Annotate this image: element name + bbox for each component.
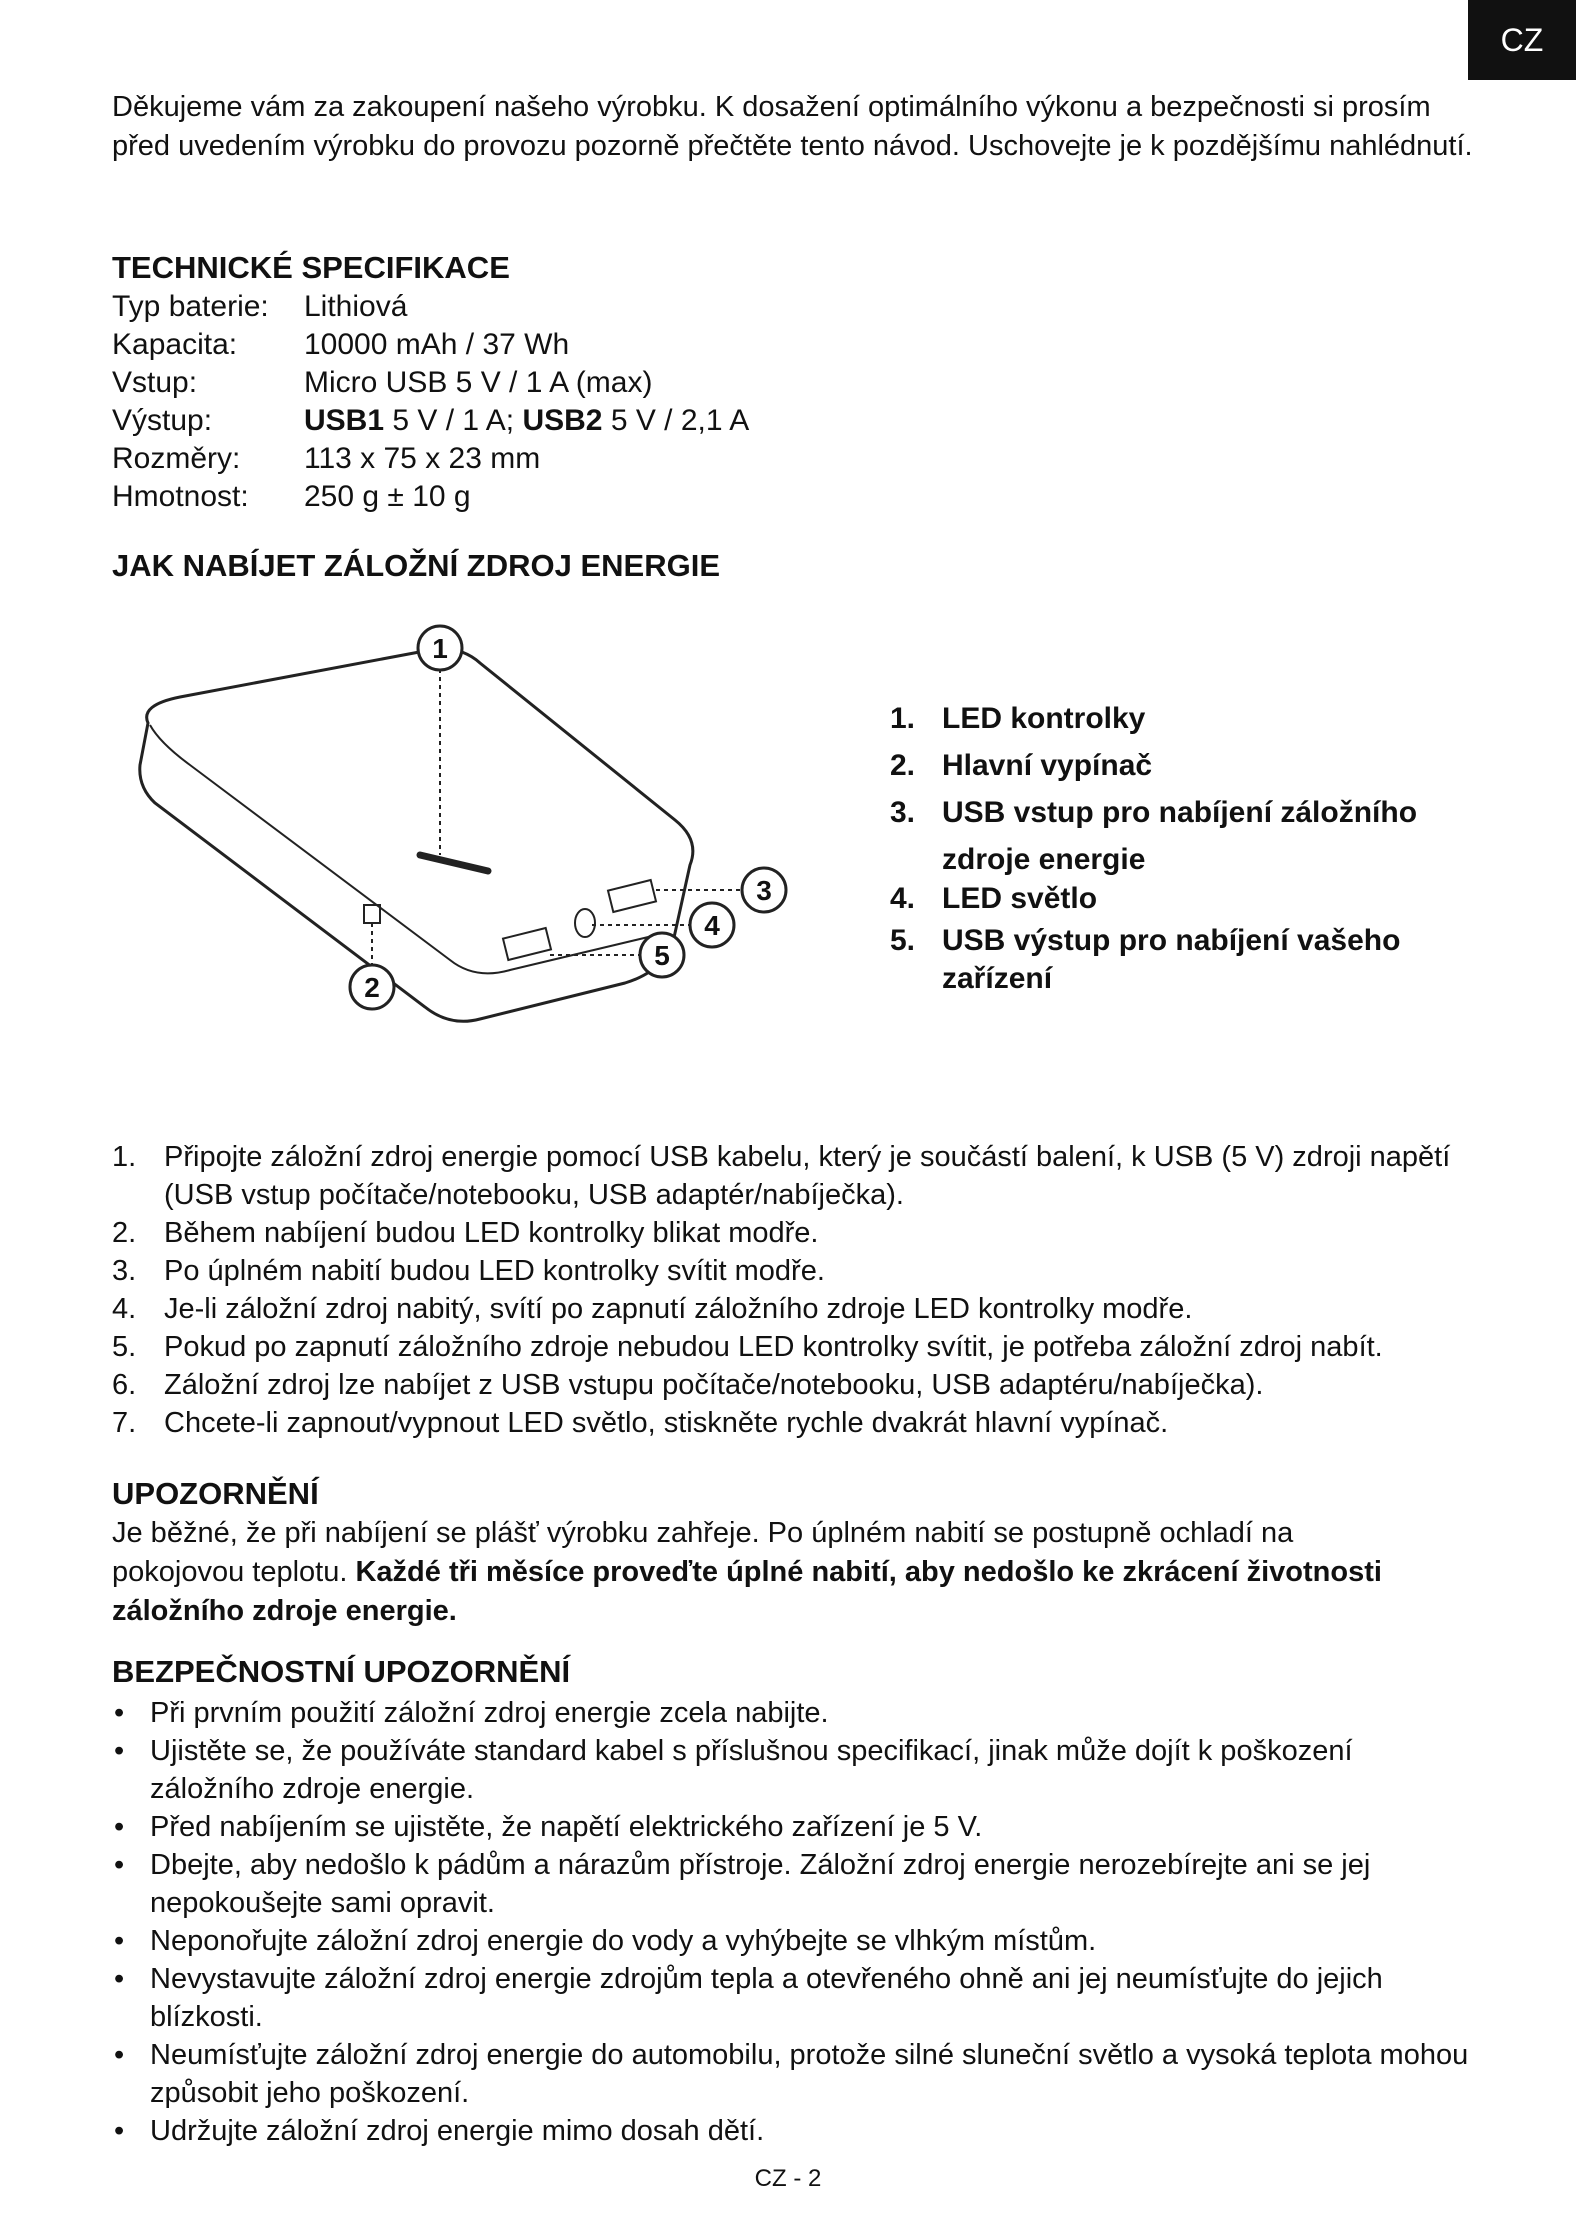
spec-row [112,326,749,364]
spec-value: 10000 mAh / 37 Wh [304,328,570,361]
safety-item: • Ujistěte se, že používáte standard kabel s příslušnou specifikací, jinak může dojít k poškození záložního zdroje energie. [114,1735,1353,1805]
step-item: 1. Připojte záložní zdroj energie pomocí USB kabelu, který je součástí balení, k USB (5 V) zdroji napětí (USB vstup počítače/notebooku, USB adaptér/nabíječka). [112,1141,1451,1211]
spec-label: Výstup: [112,404,213,437]
safety-item: • Neumísťujte záložní zdroj energie do automobilu, protože silné sluneční světlo a vysoká teplota mohou způsobit jeho poškození. [114,2039,1469,2109]
spec-label: Hmotnost: [112,480,249,513]
specs-table [112,288,749,516]
step-item: 6. Záložní zdroj lze nabíjet z USB vstupu počítače/notebooku, USB adaptéru/nabíječka). [112,1369,1264,1401]
safety-item: • Při prvním použití záložní zdroj energie zcela nabijte. [114,1697,829,1729]
callout-2-label: 2 [364,972,380,1003]
spec-value: 250 g ± 10 g [304,480,471,513]
safety-item: • Udržujte záložní zdroj energie mimo dosah dětí. [114,2115,765,2147]
spec-label: Rozměry: [112,442,241,475]
warning-text: Je běžné, že při nabíjení se plášť výrobku zahřeje. Po úplném nabití se postupně ochladí na pokojovou teplotu. [112,1517,1294,1588]
spec-value: Lithiová [304,290,408,323]
power-bank-diagram [120,615,840,1035]
spec-label: Kapacita: [112,328,238,361]
warning-bold-text: Každé tři měsíce proveďte úplné nabití, aby nedošlo ke zkrácení životnosti záložního zdroje energie. [112,1556,1382,1627]
callout-5-label: 5 [654,940,670,971]
legend-item: 2. Hlavní vypínač [890,749,1153,782]
power-switch [364,905,380,923]
usb2-value: 5 V / 2,1 A [602,404,750,437]
callout-1-label: 1 [432,633,448,664]
safety-list [112,1694,1472,2150]
safety-item: • Dbejte, aby nedošlo k pádům a nárazům přístroje. Záložní zdroj energie nerozebírejte ani se jej nepokoušejte sami opravit. [114,1849,1371,1919]
spec-value [304,402,749,440]
step-item: 5. Pokud po zapnutí záložního zdroje nebudou LED kontrolky svítit, je potřeba záložní zdroj nabít. [112,1331,1383,1363]
callout-4-label: 4 [704,910,720,941]
power-bank-top-outline [140,649,693,1021]
usb1-label: USB1 [304,404,385,437]
intro-paragraph: Děkujeme vám za zakoupení našeho výrobku. K dosažení optimálního výkonu a bezpečnosti si prosím před uvedením výrobku do provozu pozorně přečtěte tento návod. Uschovejte je k pozdějšímu nahlédnutí. [112,91,1473,162]
legend-item: 4. LED světlo [890,882,1098,915]
spec-row [112,478,749,516]
page-number: CZ - 2 [754,2165,822,2192]
charging-heading: JAK NABÍJET ZÁLOŽNÍ ZDROJ ENERGIE [112,548,720,583]
charging-steps [112,1138,1492,1442]
safety-heading: BEZPEČNOSTNÍ UPOZORNĚNÍ [112,1654,571,1689]
usb-port-2 [503,928,551,960]
step-item: 7. Chcete-li zapnout/vypnout LED světlo, stiskněte rychle dvakrát hlavní vypínač. [112,1407,1169,1439]
usb1-value: 5 V / 1 A; [384,404,523,437]
spec-value: 113 x 75 x 23 mm [304,442,541,475]
spec-row [112,440,749,478]
led-indicator-slot [420,855,488,871]
diagram-legend [890,695,1490,998]
spec-value: Micro USB 5 V / 1 A (max) [304,366,653,399]
specs-heading: TECHNICKÉ SPECIFIKACE [112,250,510,285]
step-item: 4. Je-li záložní zdroj nabitý, svítí po zapnutí záložního zdroje LED kontrolky modře. [112,1293,1193,1325]
spec-row [112,288,749,326]
usb2-label: USB2 [522,404,603,437]
usb-port-1 [608,880,656,912]
warning-heading: UPOZORNĚNÍ [112,1476,319,1511]
step-item: 3. Po úplném nabití budou LED kontrolky svítit modře. [112,1255,825,1287]
legend-item: 3. USB vstup pro nabíjení záložního zdroje energie [890,796,1418,876]
step-item: 2. Během nabíjení budou LED kontrolky blikat modře. [112,1217,819,1249]
safety-item: • Neponořujte záložní zdroj energie do vody a vyhýbejte se vlhkým místům. [114,1925,1097,1957]
spec-row [112,364,749,402]
spec-row [112,402,749,440]
legend-item: 5. USB výstup pro nabíjení vašeho zařízení [890,924,1401,995]
spec-label: Vstup: [112,366,198,399]
legend-item: 1. LED kontrolky [890,702,1146,735]
language-tab: CZ [1468,0,1576,80]
safety-item: • Nevystavujte záložní zdroj energie zdrojům tepla a otevřeného ohně ani jej neumísťujte do jejich blízkosti. [114,1963,1383,2033]
warning-paragraph [112,1514,1412,1631]
safety-item: • Před nabíjením se ujistěte, že napětí elektrického zařízení je 5 V. [114,1811,983,1843]
spec-label: Typ baterie: [112,290,269,323]
led-light [575,909,595,937]
callout-3-label: 3 [756,875,772,906]
